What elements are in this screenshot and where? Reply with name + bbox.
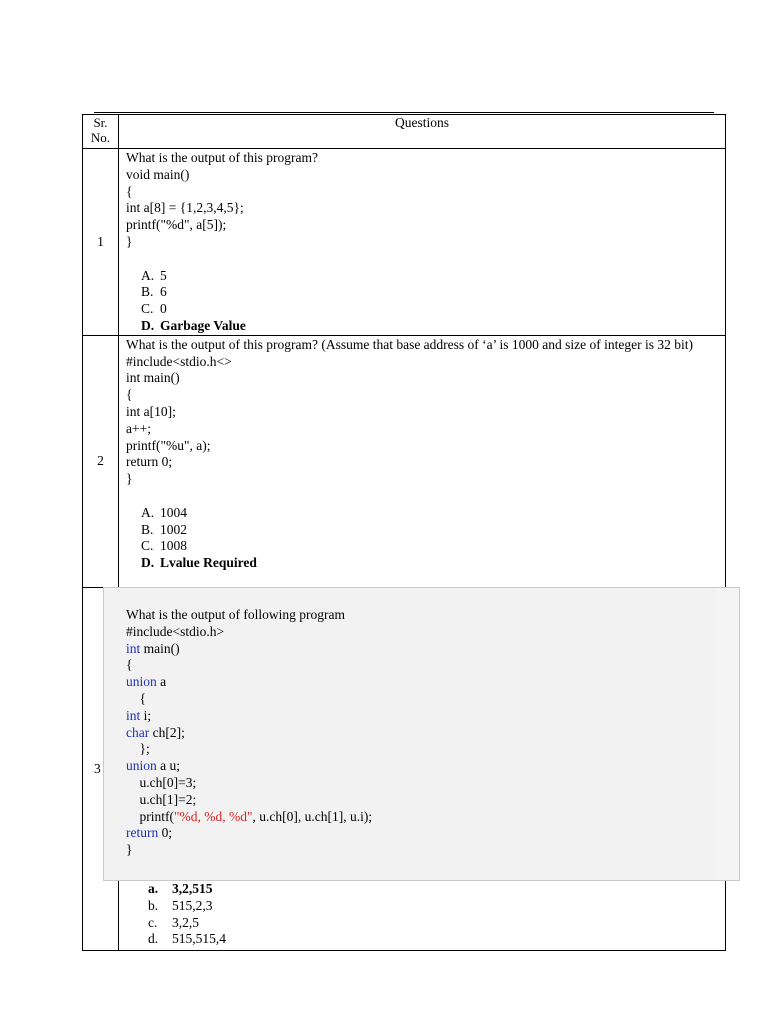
q2-prompt: What is the output of this program? (Assume that base address of ‘a’ is 1000 and size of integer is 32 bit): [126, 336, 693, 352]
keyword: return: [126, 825, 159, 841]
header-row: [83, 115, 726, 149]
option-c: C. 0: [141, 301, 167, 317]
keyword: union: [126, 758, 157, 774]
q3-prompt: What is the output of following program: [126, 607, 345, 622]
code-line-union: union a: [126, 674, 167, 690]
code-line-return: return 0;: [126, 825, 173, 841]
q2-line: #include<stdio.h<>: [126, 353, 232, 369]
question-2-body: [119, 335, 726, 587]
code-line-main: int main(): [126, 640, 180, 656]
code-line-brace: {: [126, 657, 133, 673]
keyword: int: [126, 640, 141, 656]
question-3-options: [148, 881, 226, 948]
option-b: B. 1002: [141, 521, 187, 537]
header-questions: Questions: [119, 115, 726, 149]
option-a-correct: a. 3,2,515: [148, 881, 213, 896]
string-literal: "%d, %d, %d": [174, 808, 253, 824]
q2-line: int main(): [126, 370, 180, 386]
question-2-number: 2: [83, 335, 119, 587]
question-2-options: [126, 505, 719, 572]
q2-line: printf("%u", a);: [126, 437, 211, 453]
q1-line: {: [126, 183, 133, 199]
option-a: A. 5: [141, 267, 167, 283]
option-b: b. 515,2,3: [148, 897, 213, 913]
option-b: B. 6: [141, 284, 167, 300]
code-line-printf: printf("%d, %d, %d", u.ch[0], u.ch[1], u.i);: [126, 808, 373, 824]
q1-line: printf("%d", a[5]);: [126, 217, 227, 233]
option-c: c. 3,2,5: [148, 914, 199, 930]
q2-line: return 0;: [126, 454, 173, 470]
code-line-union-decl: union a u;: [126, 758, 181, 774]
q1-line: int a[8] = {1,2,3,4,5};: [126, 200, 244, 216]
q2-line: {: [126, 387, 133, 403]
question-row-2: [83, 335, 726, 587]
q2-line: int a[10];: [126, 403, 176, 419]
q1-line: What is the output of this program?: [126, 150, 318, 165]
option-d-correct: D. Garbage Value: [141, 317, 246, 333]
code-line-int: int i;: [126, 707, 152, 723]
question-1-body: [119, 149, 726, 336]
top-rule: [94, 112, 714, 113]
option-d-correct: D. Lvalue Required: [141, 555, 257, 571]
option-a: A. 1004: [141, 504, 187, 520]
q2-line: }: [126, 471, 133, 487]
question-1-options: [126, 268, 719, 335]
question-3-code: [126, 607, 372, 859]
q1-line: }: [126, 233, 133, 249]
code-line-assign0: u.ch[0]=3;: [126, 774, 197, 790]
code-line-char: char ch[2];: [126, 724, 185, 740]
option-c: C. 1008: [141, 538, 187, 554]
code-line-brace-close: }: [126, 842, 133, 858]
question-row-1: [83, 149, 726, 336]
keyword: union: [126, 674, 157, 690]
keyword: int: [126, 707, 141, 723]
option-d: d. 515,515,4: [148, 931, 226, 947]
header-sr-no: Sr. No.: [83, 115, 119, 149]
code-line-assign1: u.ch[1]=2;: [126, 791, 197, 807]
keyword: char: [126, 724, 150, 740]
code-line-include: #include<stdio.h>: [126, 623, 225, 639]
question-1-number: 1: [83, 149, 119, 336]
question-3-number: 3: [94, 761, 101, 776]
code-line-inner-close: };: [126, 741, 150, 757]
code-line-inner-open: {: [126, 690, 146, 706]
q2-line: a++;: [126, 420, 151, 436]
q1-line: void main(): [126, 166, 190, 182]
